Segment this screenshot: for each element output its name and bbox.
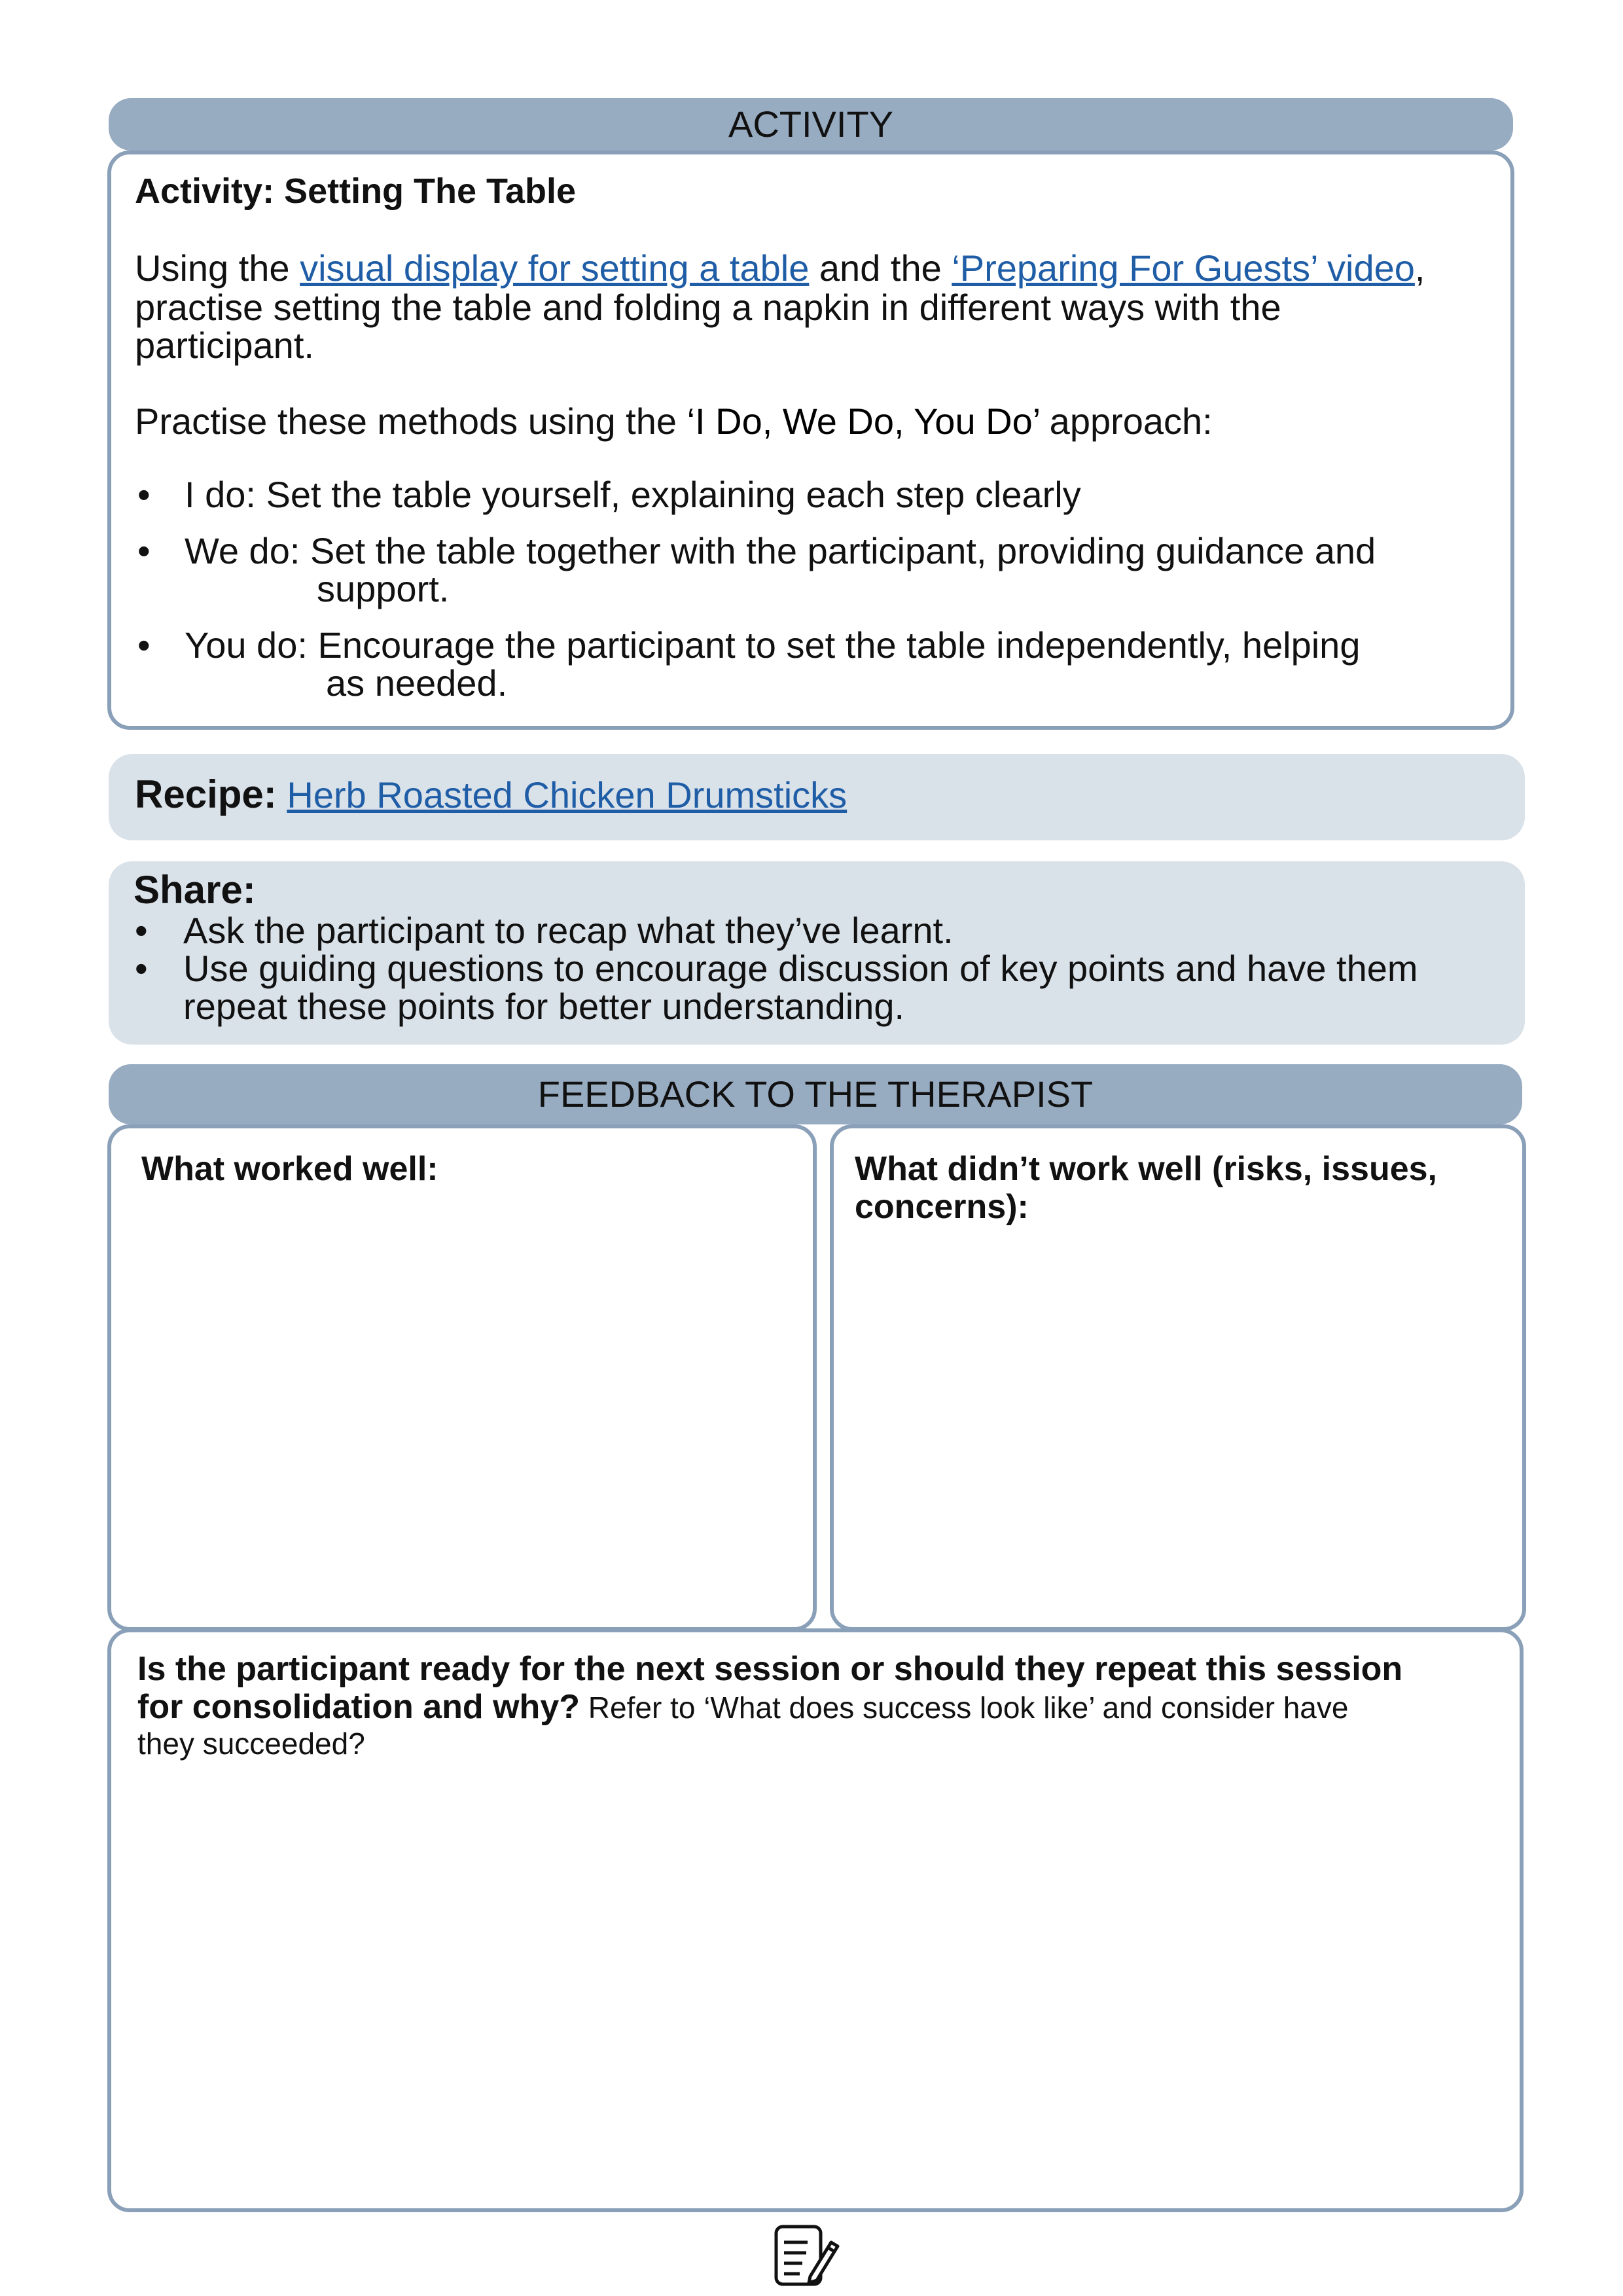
step-you-do-line2: as needed. [326, 662, 508, 704]
notepad-pen-icon [771, 2220, 843, 2288]
intro-text-3: , [1414, 247, 1425, 289]
step-we-do [185, 531, 1376, 571]
what-didnt-work-label: What didn’t work well (risks, issues, [855, 1150, 1437, 1188]
bullet-icon: • [137, 474, 151, 515]
ready-question-line3: they succeeded? [137, 1727, 365, 1761]
share-item-2: Use guiding questions to encourage discussion of key points and have them [183, 948, 1418, 989]
step-label: You do [185, 624, 298, 666]
visual-display-link[interactable]: visual display for setting a table [300, 247, 810, 289]
step-text: : Set the table together with the participant, providing guidance and [289, 530, 1376, 571]
approach-name: ‘I Do, We Do, You Do’ [687, 401, 1040, 442]
approach-prefix: Practise these methods using the [135, 401, 687, 442]
step-we-do-line2: support. [317, 568, 450, 609]
activity-intro-line3: participant. [135, 325, 314, 366]
step-label: I do [185, 474, 246, 515]
activity-intro-line1 [135, 249, 1425, 288]
bullet-icon: • [135, 910, 148, 951]
feedback-header: FEEDBACK TO THE THERAPIST [109, 1064, 1522, 1124]
what-worked-well-box[interactable] [107, 1124, 817, 1631]
step-text: : Encourage the participant to set the table independently, helping [297, 624, 1361, 666]
what-worked-well-label: What worked well: [141, 1150, 438, 1188]
preparing-for-guests-video-link[interactable]: ‘Preparing For Guests’ video [952, 247, 1415, 289]
step-text: : Set the table yourself, explaining each step clearly [245, 474, 1081, 515]
approach-line [135, 402, 1213, 441]
ready-question-bold: for consolidation and why? [137, 1688, 580, 1726]
share-item-2-line2: repeat these points for better understanding. [183, 986, 905, 1027]
activity-title: Activity: Setting The Table [135, 171, 577, 211]
recipe-link[interactable]: Herb Roasted Chicken Drumsticks [287, 774, 847, 816]
intro-text-1: Using the [135, 247, 300, 289]
activity-intro-line2: practise setting the table and folding a napkin in different ways with the [135, 287, 1281, 328]
share-title: Share: [134, 868, 256, 912]
bullet-icon: • [137, 624, 151, 666]
recipe-line [135, 772, 847, 816]
bullet-icon: • [135, 948, 148, 989]
approach-suffix: approach: [1039, 401, 1213, 442]
intro-text-2: and the [809, 247, 952, 289]
share-item-1: Ask the participant to recap what they’ve learnt. [183, 910, 954, 951]
what-didnt-work-label-line2: concerns): [855, 1188, 1029, 1226]
activity-header: ACTIVITY [109, 98, 1513, 151]
step-i-do [185, 475, 1081, 514]
ready-question-note: Refer to ‘What does success look like’ and consider have [580, 1691, 1349, 1725]
recipe-label: Recipe: [135, 772, 277, 816]
bullet-icon: • [137, 530, 151, 571]
step-you-do [185, 626, 1360, 665]
step-label: We do [185, 530, 290, 571]
ready-question-line1: Is the participant ready for the next session or should they repeat this session [137, 1650, 1403, 1688]
